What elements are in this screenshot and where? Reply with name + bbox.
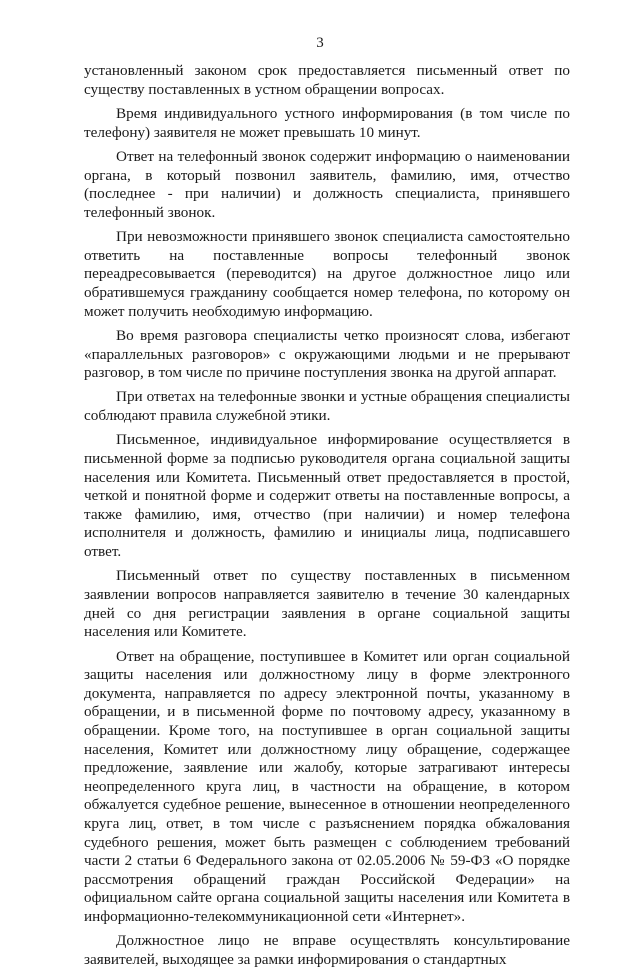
paragraph: Ответ на телефонный звонок содержит информацию о наименовании органа, в который позвонил заявитель, фамилию, имя, отчество (последнее - при наличии) и должность специалиста, принявшего телефонный звонок. [84, 147, 570, 221]
page-number: 3 [316, 35, 324, 51]
paragraph-continued: установленный законом срок предоставляется письменный ответ по существу поставленных в устном обращении вопросах. [84, 62, 570, 98]
paragraph: Должностное лицо не вправе осуществлять консультирование заявителей, выходящее за рамки информирования о стандартных [84, 932, 570, 968]
paragraph: Время индивидуального устного информирования (в том числе по телефону) заявителя не может превышать 10 минут. [84, 104, 570, 141]
paragraph: Во время разговора специалисты четко произносят слова, избегают «параллельных разговоров» с окружающими людьми и не прерывают разговор, в том числе по причине поступления звонка на другой аппарат. [84, 326, 570, 382]
paragraph: Ответ на обращение, поступившее в Комитет или орган социальной защиты населения или должностному лицу в форме электронного документа, направляется по адресу электронной почты, указанному в обращении, и в письменной форме по почтовому адресу, указанному в обращении. Кроме того, на поступившее в орган социальной защиты населения, Комитет или должностному лицу обращение, содержащее предложение, заявление или жалобу, которые затрагивают интересы неопределенного круга лиц, в частности на обращение, в котором обжалуется судебное решение, вынесенное в отношении неопределенного круга лиц, ответ, в том числе с разъяснением порядка обжалования судебного решения, может быть размещен с соблюдением требований части 2 статьи 6 Федерального закона от 02.05.2006 № 59-ФЗ «О порядке рассмотрения обращений граждан Российской Федерации» на официальном сайте органа социальной защиты населения или Комитета в информационно-телекоммуникационной сети «Интернет». [84, 647, 570, 925]
paragraph: Письменный ответ по существу поставленных в письменном заявлении вопросов направляется заявителю в течение 30 календарных дней со дня регистрации заявления в органе социальной защиты населения или Комитете. [84, 567, 570, 641]
paragraph: При ответах на телефонные звонки и устные обращения специалисты соблюдают правила служебной этики. [84, 388, 570, 425]
paragraph: Письменное, индивидуальное информирование осуществляется в письменной форме за подписью руководителя органа социальной защиты населения или Комитета. Письменный ответ предоставляется в простой, четкой и понятной форме и содержит ответы на поставленные вопросы, а также фамилию, имя, отчество (при наличии) и номер телефона исполнителя и должность, фамилию и инициалы лица, подписавшего ответ. [84, 431, 570, 561]
paragraph: При невозможности принявшего звонок специалиста самостоятельно ответить на поставленные вопросы телефонный звонок переадресовывается (переводится) на другое должностное лицо или обратившемуся гражданину сообщается номер телефона, по которому он может получить необходимую информацию. [84, 228, 570, 320]
document-body [84, 62, 570, 975]
